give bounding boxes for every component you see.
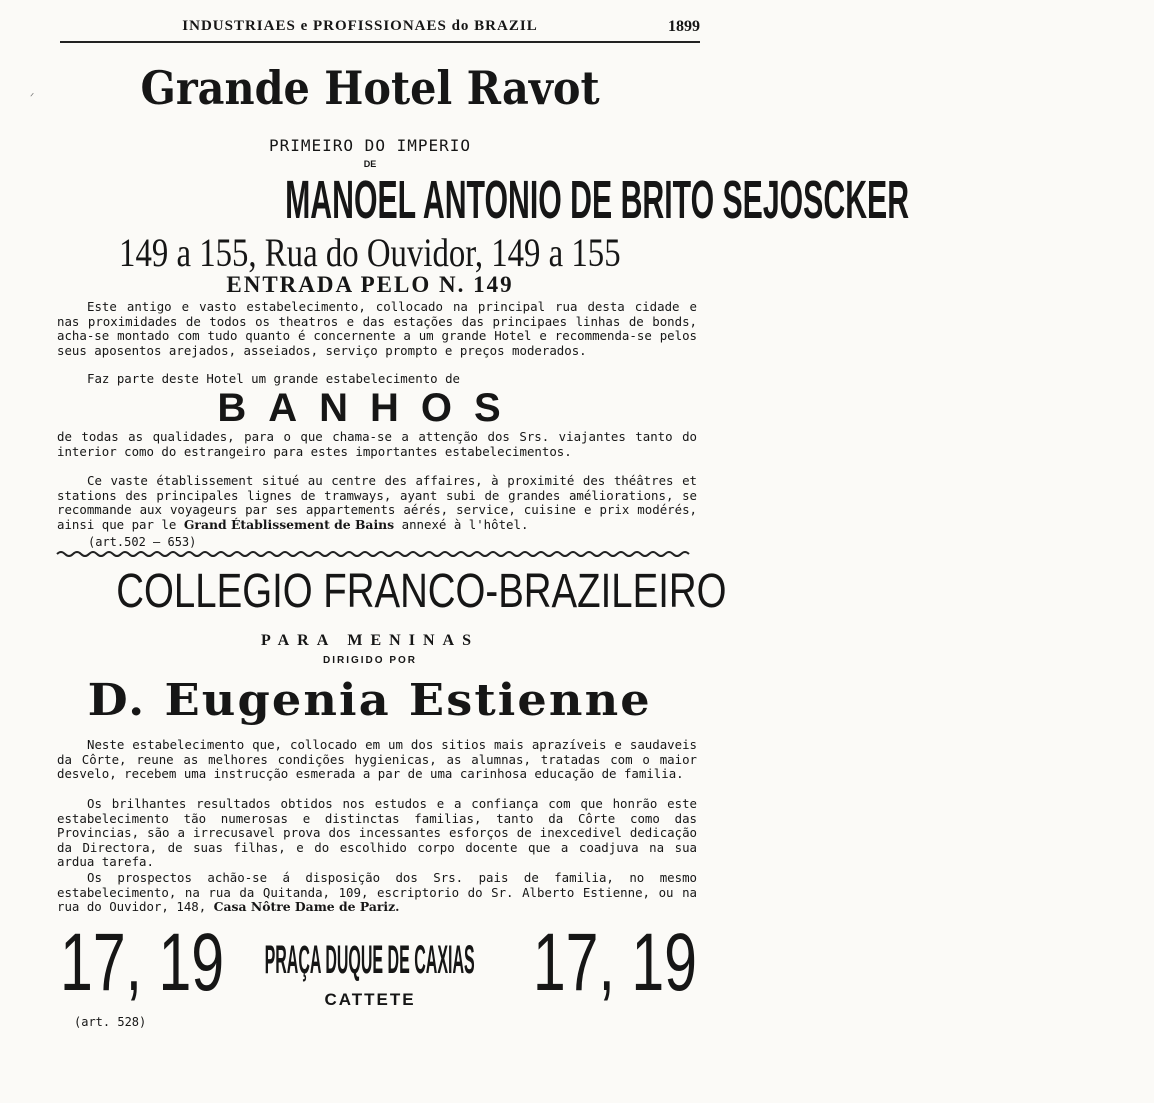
collegio-paragraph-2-text: Os brilhantes resultados obtidos nos estudos e a confiança com que honrão este estabelecimento tão numerosas e distinctas familias, tanto da Côrte como das Provincias, são a irrecusavel prova dos incessantes esforços de inexcedivel dedicação da Directora, de suas filhas, e do escolhido corpo docente que a coadjuva na sua ardua tarefa. <box>57 796 697 869</box>
collegio-number-left-text: 17, 19 <box>60 917 225 1008</box>
running-head-year: 1899 <box>668 18 700 35</box>
wavy-separator <box>57 550 697 558</box>
collegio-name-text: COLLEGIO FRANCO-BRAZILEIRO <box>116 565 727 618</box>
collegio-name <box>40 564 727 620</box>
running-head-title: INDUSTRIAES e PROFISSIONAES do BRAZIL <box>182 18 538 34</box>
hotel-banhos: BANHOS <box>217 386 523 430</box>
hotel-paragraph-4-tail: annexé à l'hôtel. <box>401 516 529 532</box>
hotel-ref: (art.502 — 653) <box>88 535 197 549</box>
hotel-paragraph-1 <box>57 300 697 358</box>
hotel-owner-text: MANOEL ANTONIO DE BRITO SEJOSCKER <box>285 170 910 230</box>
collegio-number-right-text: 17, 19 <box>532 917 697 1008</box>
collegio-paragraph-3 <box>57 871 697 915</box>
collegio-director <box>40 672 700 730</box>
header-rule <box>60 41 700 43</box>
hotel-owner <box>40 170 910 230</box>
hotel-address <box>40 232 700 274</box>
collegio-street <box>40 938 700 982</box>
hotel-paragraph-4 <box>57 474 697 532</box>
hotel-paragraph-3 <box>57 430 697 459</box>
hotel-name <box>40 62 700 114</box>
collegio-paragraph-1 <box>57 738 697 782</box>
hotel-paragraph-1-text: Este antigo e vasto estabelecimento, collocado na principal rua desta cidade e nas proximidades de todos os theatros e das estações das principaes linhas de bonds, acha-se montado com tudo quanto é concernente a um grande Hotel e recommenda-se pelos seus aposentos arejados, asseiados, serviço prompto e preços moderados. <box>57 299 697 358</box>
collegio-paragraph-1-text: Neste estabelecimento que, collocado em um dos sitios mais aprazíveis e saudaveis da Côrte, reune as melhores condições hygienicas, as alumnas, tratadas com o maior desvelo, recebem uma instrucção esmerada a par de uma carinhosa educação de familia. <box>57 737 697 781</box>
hotel-paragraph-2-text: Faz parte deste Hotel um grande estabelecimento de <box>87 371 460 386</box>
collegio-paragraph-2 <box>57 797 697 870</box>
hotel-entrance: ENTRADA PELO N. 149 <box>226 272 514 297</box>
hotel-paragraph-4-bold: Grand Établissement de Bains <box>183 516 395 532</box>
collegio-paragraph-3-bold: Casa Nôtre Dame de Pariz. <box>213 899 400 914</box>
running-head <box>20 18 700 40</box>
hotel-de: DE <box>363 159 377 169</box>
collegio-ref: (art. 528) <box>74 1015 147 1029</box>
hotel-name-text: Grande Hotel Ravot <box>140 61 600 115</box>
collegio-para-meninas: PARA MENINAS <box>261 632 479 649</box>
margin-speck: ᐟ <box>30 92 35 103</box>
collegio-street-text: PRAÇA DUQUE DE CAXIAS <box>264 938 476 982</box>
collegio-director-text: D. Eugenia Estienne <box>87 675 653 726</box>
hotel-paragraph-2 <box>57 372 697 387</box>
collegio-paragraph-3-lead: Os prospectos achão-se á disposição dos Srs. pais de familia, no mesmo estabelecimento, na rua da Quitanda, 109, escriptorio do Sr. Alberto Estienne, ou na rua do Ouvidor, 148, <box>57 870 697 914</box>
hotel-paragraph-3-text: de todas as qualidades, para o que chama-se a attenção dos Srs. viajantes tanto do interior como do estrangeiro para estes importantes estabelecimentos. <box>57 429 697 459</box>
hotel-subtitle: PRIMEIRO DO IMPERIO <box>268 136 472 155</box>
hotel-paragraph-4-lead: Ce vaste établissement situé au centre des affaires, à proximité des théâtres et stations des principales lignes de tramways, ayant subi de grandes améliorations, se recommande aux voyageurs par ses appartements aérés, service, cuisine e prix modérés, ainsi que par le <box>57 473 697 532</box>
hotel-address-text: 149 a 155, Rua do Ouvidor, 149 a 155 <box>119 230 621 275</box>
collegio-dirigido: DIRIGIDO POR <box>322 655 417 666</box>
collegio-district: CATTETE <box>324 990 416 1009</box>
